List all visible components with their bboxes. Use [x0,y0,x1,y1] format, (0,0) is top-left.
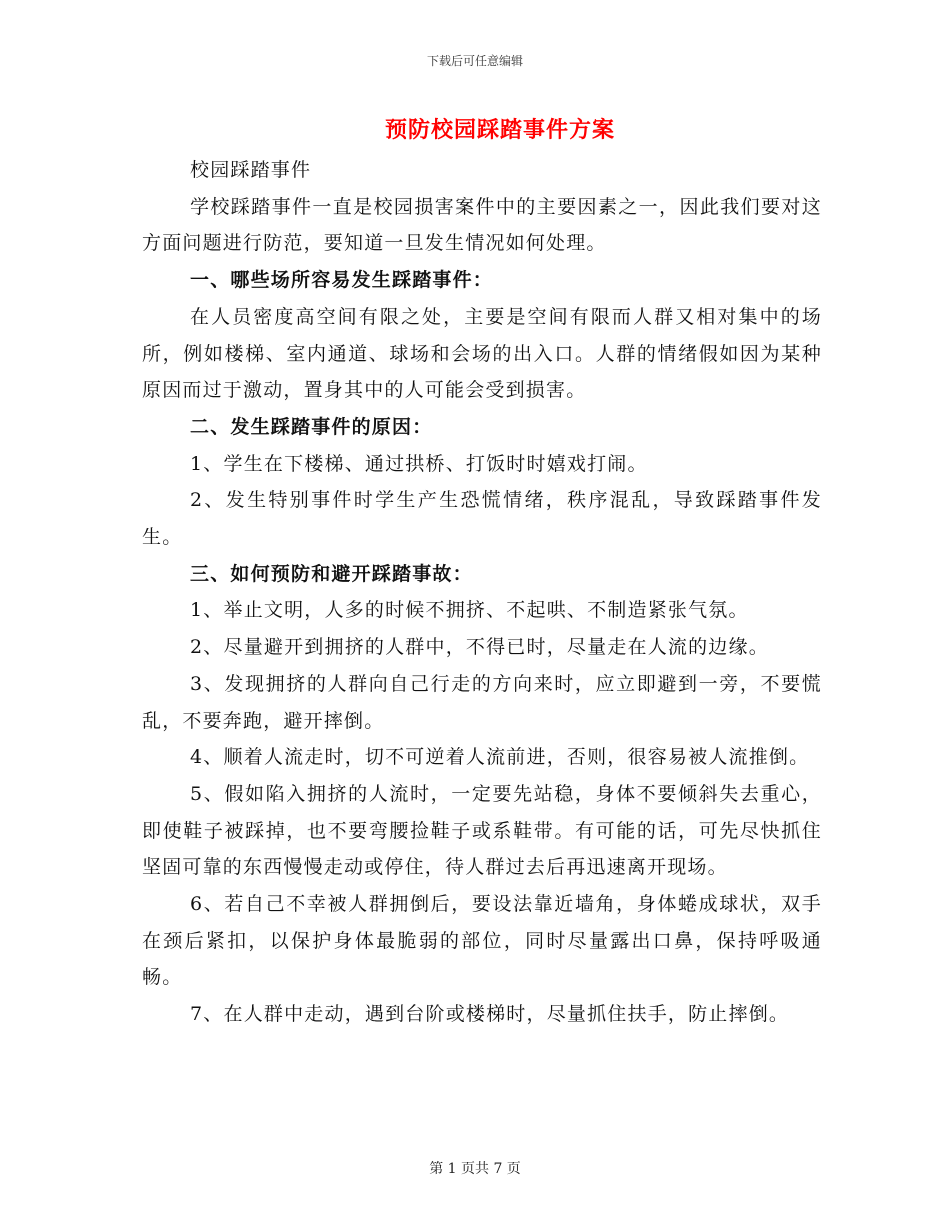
list-item-prevent-1: 1、举止文明，人多的时候不拥挤、不起哄、不制造紧张气氛。 [190,599,749,622]
list-item-prevent-6: 6、若自己不幸被人群拥倒后，要设法靠近墙角，身体蜷成球状，双手在颈后紧扣，以保护身体最脆弱的部位，同时尽量露出口鼻，保持呼吸通畅。 [142,893,822,989]
document-title: 预防校园踩踏事件方案 [384,117,615,143]
list-item-prevent-4: 4、顺着人流走时，切不可逆着人流前进，否则，很容易被人流推倒。 [190,746,810,769]
list-item-prevent-5: 5、假如陷入拥挤的人流时，一定要先站稳，身体不要倾斜失去重心，即使鞋子被踩掉，也不要弯腰捡鞋子或系鞋带。有可能的话，可先尽快抓住坚固可靠的东西慢慢走动或停住，待人群过去后再迅速离开现场。 [142,782,822,879]
paragraph-intro-heading: 校园踩踏事件 [190,159,312,181]
list-item-prevent-2: 2、尽量避开到拥挤的人群中，不得已时，尽量走在人流的边缘。 [190,636,769,659]
page-footer: 第 1 页共 7 页 [429,1161,521,1177]
list-item-prevent-7: 7、在人群中走动，遇到台阶或楼梯时，尽量抓住扶手，防止摔倒。 [190,1003,790,1026]
paragraph-places: 在人员密度高空间有限之处，主要是空间有限而人群又相对集中的场所，例如楼梯、室内通道、球场和会场的出入口。人群的情绪假如因为某种原因而过于激动，置身其中的人可能会受到损害。 [142,305,822,402]
section-heading-2: 二、发生踩踏事件的原因： [190,415,433,438]
list-item-cause-2: 2、发生特别事件时学生产生恐慌情绪，秩序混乱，导致踩踏事件发生。 [142,489,822,549]
section-heading-3: 三、如何预防和避开踩踏事故： [190,562,473,585]
list-item-cause-1: 1、学生在下楼梯、通过拱桥、打饭时时嬉戏打闹。 [190,452,648,475]
section-heading-1: 一、哪些场所容易发生踩踏事件： [190,269,494,292]
paragraph-intro: 学校踩踏事件一直是校园损害案件中的主要因素之一，因此我们要对这方面问题进行防范，要知道一旦发生情况如何处理。 [142,195,822,255]
page-header: 下载后可任意编辑 [426,54,523,68]
document-body [142,152,822,1033]
list-item-prevent-3: 3、发现拥挤的人群向自己行走的方向来时，应立即避到一旁，不要慌乱，不要奔跑，避开摔倒。 [142,672,822,732]
